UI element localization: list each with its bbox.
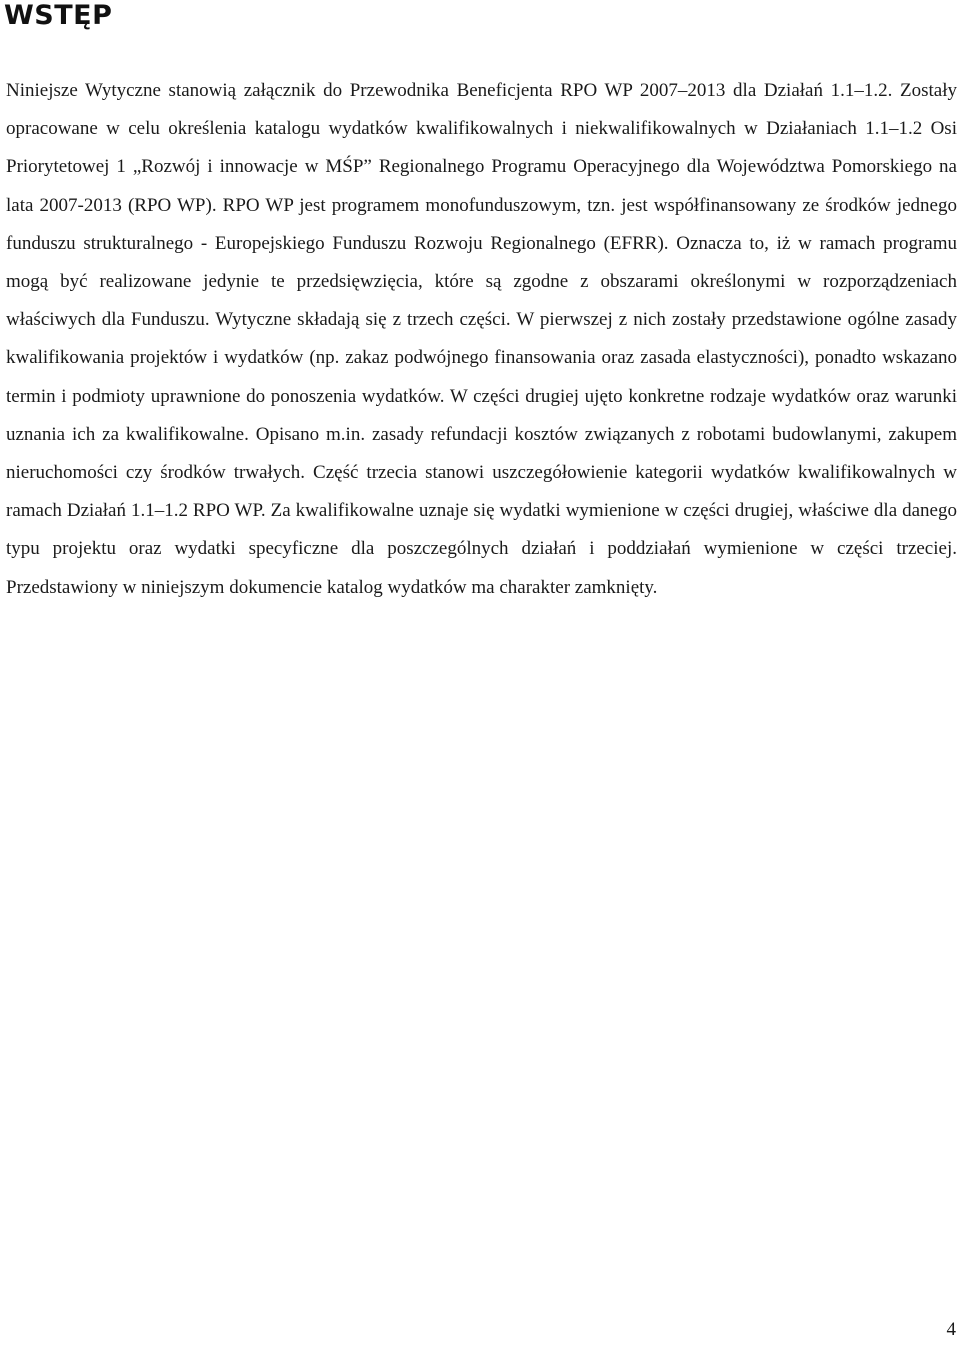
body-paragraph: Niniejsze Wytyczne stanowią załącznik do Przewodnika Beneficjenta RPO WP 2007–2013 dla Działań 1.1–1.2. Zostały opracowane w celu określenia katalogu wydatków kwalifikowalnych i niekwalifikowalnych w Działaniach 1.1–1.2 Osi Priorytetowej 1 „Rozwój i innowacje w MŚP” Regionalnego Programu Operacyjnego dla Województwa Pomorskiego na lata 2007-2013 (RPO WP). RPO WP jest programem monofunduszowym, tzn. jest współfinansowany ze środków jednego funduszu strukturalnego - Europejskiego Funduszu Rozwoju Regionalnego (EFRR). Oznacza to, iż w ramach programu mogą być realizowane jedynie te przedsięwzięcia, które są zgodne z obszarami określonymi w rozporządzeniach właściwych dla Funduszu. Wytyczne składają się z trzech części. W pierwszej z nich zostały przedstawione ogólne zasady kwalifikowania projektów i wydatków (np. zakaz podwójnego finansowania oraz zasada elastyczności), ponadto wskazano termin i podmioty uprawnione do ponoszenia wydatków. W części drugiej ujęto konkretne rodzaje wydatków oraz warunki uznania ich za kwalifikowalne. Opisano m.in. zasady refundacji kosztów związanych z robotami budowlanymi, zakupem nieruchomości czy środków trwałych. Część trzecia stanowi uszczegółowienie kategorii wydatków kwalifikowalnych w ramach Działań 1.1–1.2 RPO WP. Za kwalifikowalne uznaje się wydatki wymienione w części drugiej, właściwe dla danego typu projektu oraz wydatki specyficzne dla poszczególnych działań i poddziałań wymienione w części trzeciej. Przedstawiony w niniejszym dokumencie katalog wydatków ma charakter zamknięty. <box>6 80 957 598</box>
page-number: 4 <box>946 1319 956 1340</box>
section-heading: WSTĘP <box>4 0 113 31</box>
